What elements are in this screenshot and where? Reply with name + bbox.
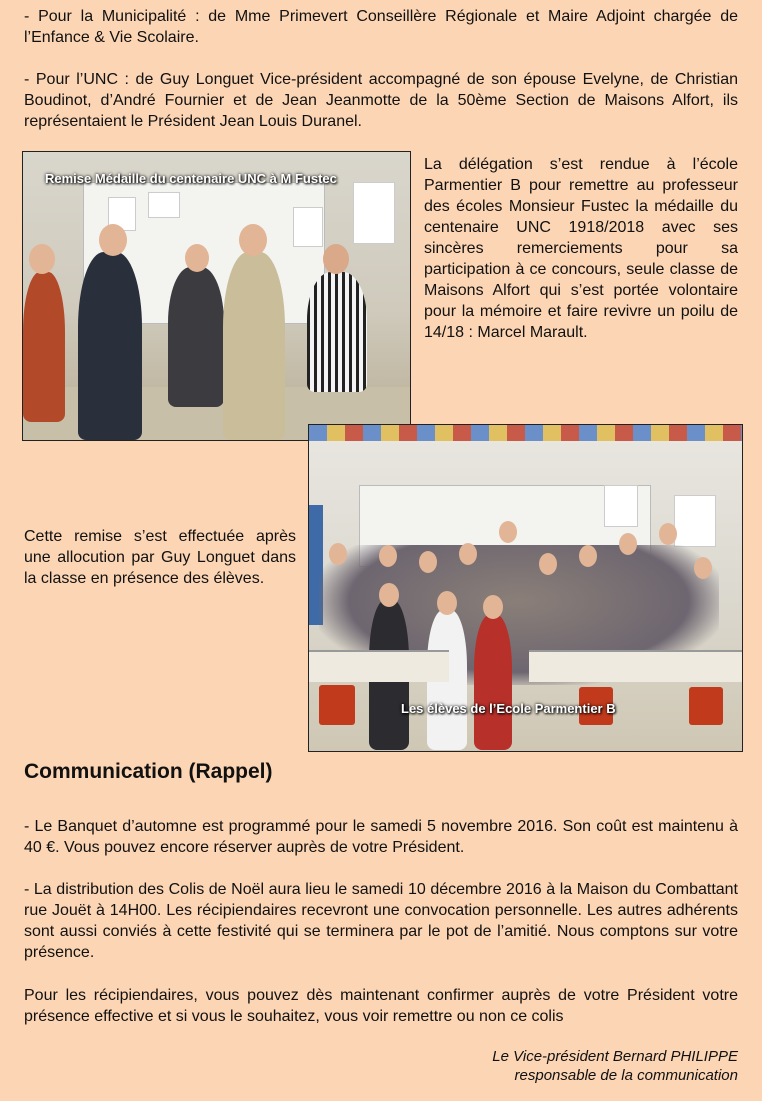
photo-person-head xyxy=(239,224,267,256)
paragraph-delegation: La délégation s’est rendue à l’école Parmentier B pour remettre au professeur des écoles Monsieur Fustec la médaille du centenaire UNC 1918/2018 avec ses sincères remerciements pour sa participation à ce concours, seule classe de Maisons Alfort qui s’est portée volontaire pour la mémoire et faire revivre un poilu de 14/18 : Marcel Marault. xyxy=(424,156,738,341)
section-heading: Communication (Rappel) xyxy=(24,760,273,783)
photo-poster xyxy=(293,207,323,247)
photo-person-head xyxy=(379,583,399,607)
signature-name: Le Vice-président Bernard PHILIPPE xyxy=(492,1048,738,1065)
photo-person-head xyxy=(185,244,209,272)
photo-frieze xyxy=(309,425,742,441)
photo-person-head xyxy=(323,244,349,274)
medal-ceremony-photo xyxy=(22,151,411,441)
photo-person-head xyxy=(499,521,517,543)
photo-person xyxy=(168,267,224,407)
photo-person-head xyxy=(579,545,597,567)
paragraph-unc: - Pour l’UNC : de Guy Longuet Vice-président accompagné de son épouse Evelyne, de Christian Boudinot, d’André Fournier et de Jean Jeanmotte de la 50ème Section de Maisons Alfort, ils représentaient le Président Jean Louis Duranel. xyxy=(24,71,738,130)
photo-person-head xyxy=(379,545,397,567)
photo-person-head xyxy=(659,523,677,545)
photo-person-head xyxy=(419,551,437,573)
photo-desk xyxy=(529,650,742,682)
photo-person-head xyxy=(483,595,503,619)
photo-person-head xyxy=(329,543,347,565)
photo-poster xyxy=(353,182,395,244)
photo-chair xyxy=(319,685,355,725)
photo-person xyxy=(78,252,142,440)
photo-person-head xyxy=(619,533,637,555)
photo-person xyxy=(223,252,285,440)
photo-poster xyxy=(148,192,180,218)
photo-poster xyxy=(674,495,716,547)
class-photo-caption: Les élèves de l’Ecole Parmentier B xyxy=(401,701,616,716)
photo-person-head xyxy=(459,543,477,565)
paragraph-remise: Cette remise s’est effectuée après une allocution par Guy Longuet dans la classe en présence des élèves. xyxy=(24,528,296,587)
photo-person xyxy=(474,615,512,750)
photo-person-head xyxy=(29,244,55,274)
medal-photo-caption: Remise Médaille du centenaire UNC à M Fustec xyxy=(45,171,337,186)
photo-person-head xyxy=(99,224,127,256)
photo-desk xyxy=(309,650,449,682)
signature-role: responsable de la communication xyxy=(514,1067,738,1084)
photo-poster xyxy=(604,485,638,527)
photo-person-head xyxy=(694,557,712,579)
class-photo xyxy=(308,424,743,752)
photo-person xyxy=(307,272,367,392)
photo-person-head xyxy=(539,553,557,575)
paragraph-banquet: - Le Banquet d’automne est programmé pour le samedi 5 novembre 2016. Son coût est maintenu à 40 €. Vous pouvez encore réserver auprès de votre Président. xyxy=(24,818,738,856)
photo-chair xyxy=(689,687,723,725)
paragraph-recipiendaires: Pour les récipiendaires, vous pouvez dès maintenant confirmer auprès de votre Président votre présence effective et si vous le souhaitez, vous voir remettre ou non ce colis xyxy=(24,987,738,1025)
paragraph-colis: - La distribution des Colis de Noël aura lieu le samedi 10 décembre 2016 à la Maison du Combattant rue Jouët à 14H00. Les récipiendaires recevront une convocation personnelle. Les autres adhérents sont aussi conviés à cette festivité qui se terminera par le pot de l’amitié. Nous comptons sur votre présence. xyxy=(24,881,738,961)
paragraph-municipalite: - Pour la Municipalité : de Mme Primevert Conseillère Régionale et Maire Adjoint chargée de l’Enfance & Vie Scolaire. xyxy=(24,8,738,46)
photo-person-head xyxy=(437,591,457,615)
photo-person xyxy=(23,272,65,422)
